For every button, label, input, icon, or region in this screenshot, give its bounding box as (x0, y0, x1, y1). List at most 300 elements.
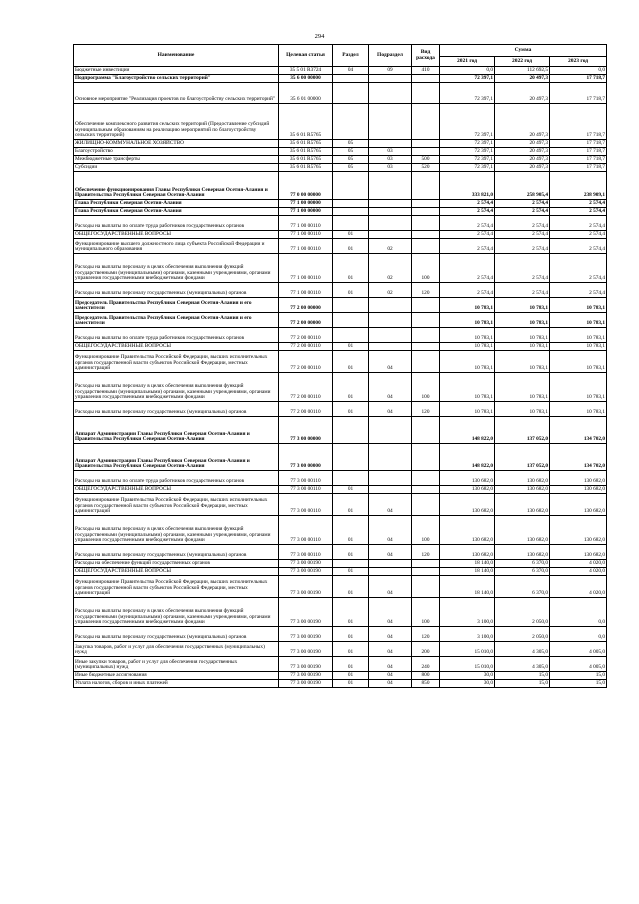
cell-2022: 2 574,4 (495, 208, 550, 216)
cell-name: Расходы на выплаты по оплате труда работников государственных органов (74, 471, 279, 486)
table-row (74, 208, 607, 216)
cell-2022: 10 783,1 (495, 373, 550, 402)
cell-code: 77 2 00 00110 (279, 373, 333, 402)
cell-section: 01 (333, 351, 369, 373)
cell-2021: 130 682,0 (440, 494, 495, 516)
cell-code: 77 3 00 00110 (279, 494, 333, 516)
cell-code: 77 3 00 00190 (279, 642, 333, 657)
cell-section (333, 104, 369, 140)
cell-code: 77 2 00 00110 (279, 328, 333, 343)
cell-2022: 2 574,4 (495, 283, 550, 298)
cell-2022: 2 574,4 (495, 200, 550, 208)
cell-kind: 120 (412, 545, 440, 560)
cell-2023: 2 574,4 (550, 200, 607, 208)
cell-subsection: 04 (369, 373, 412, 402)
cell-2021: 130 682,0 (440, 486, 495, 494)
table-row (74, 657, 607, 672)
cell-name: ОБЩЕГОСУДАРСТВЕННЫЕ ВОПРОСЫ (74, 343, 279, 351)
cell-2022: 130 682,0 (495, 494, 550, 516)
table-row (74, 642, 607, 657)
cell-kind (412, 328, 440, 343)
cell-subsection: 02 (369, 283, 412, 298)
cell-section (333, 313, 369, 328)
cell-kind (412, 200, 440, 208)
cell-name: Расходы на выплаты персоналу государственных (муниципальных) органов (74, 627, 279, 642)
cell-subsection: 03 (369, 148, 412, 156)
cell-subsection (369, 417, 412, 444)
cell-code: 77 1 00 00110 (279, 239, 333, 254)
cell-code: 77 2 00 00000 (279, 313, 333, 328)
cell-2023: 2 574,4 (550, 216, 607, 231)
cell-subsection: 09 (369, 67, 412, 75)
cell-name: ОБЩЕГОСУДАРСТВЕННЫЕ ВОПРОСЫ (74, 486, 279, 494)
cell-2022: 130 682,0 (495, 486, 550, 494)
cell-subsection (369, 298, 412, 313)
cell-code: 77 3 00 00110 (279, 471, 333, 486)
cell-subsection (369, 75, 412, 83)
cell-2023: 4 020,0 (550, 560, 607, 568)
cell-2023: 134 702,0 (550, 417, 607, 444)
cell-code: 77 1 00 00000 (279, 200, 333, 208)
cell-name: Основное мероприятие "Реализация проектов по благоустройству сельских территорий" (74, 83, 279, 104)
cell-2023: 0,0 (550, 598, 607, 627)
cell-2021: 2 574,4 (440, 200, 495, 208)
cell-name: Закупка товаров, работ и услуг для обеспечения государственных (муниципальных) нужд (74, 642, 279, 657)
cell-2021: 18 140,0 (440, 576, 495, 598)
cell-section (333, 560, 369, 568)
cell-2023: 15,0 (550, 672, 607, 680)
cell-2023: 130 682,0 (550, 486, 607, 494)
header-section: Раздел (333, 45, 369, 67)
table-row (74, 148, 607, 156)
cell-kind: 100 (412, 516, 440, 545)
cell-kind: 120 (412, 402, 440, 417)
cell-2022: 6 370,0 (495, 576, 550, 598)
cell-code: 35 6 01 00000 (279, 83, 333, 104)
cell-kind (412, 568, 440, 576)
cell-2021: 2 574,4 (440, 208, 495, 216)
cell-name: Межбюджетные трансферты (74, 156, 279, 164)
cell-2022: 2 574,4 (495, 231, 550, 239)
cell-2023: 10 783,1 (550, 373, 607, 402)
cell-subsection: 04 (369, 494, 412, 516)
table-row (74, 417, 607, 444)
cell-2023: 17 718,7 (550, 140, 607, 148)
table-row (74, 104, 607, 140)
cell-2021: 15 010,0 (440, 642, 495, 657)
cell-kind (412, 231, 440, 239)
cell-subsection (369, 568, 412, 576)
cell-name: Председатель Правительства Республики Северная Осетия-Алания и его заместители (74, 313, 279, 328)
header-subsection: Подраздел (369, 45, 412, 67)
cell-section: 01 (333, 642, 369, 657)
cell-name: Расходы на выплаты персоналу в целях обеспечения выполнения функций государственными (муниципальными) органами, казенными учреждениями, органами управления государственными внебюджетными фондами (74, 598, 279, 627)
cell-name: Расходы на выплаты персоналу государственных (муниципальных) органов (74, 283, 279, 298)
cell-2023: 238 909,1 (550, 172, 607, 200)
cell-2021: 72 397,1 (440, 104, 495, 140)
cell-kind: 520 (412, 164, 440, 172)
cell-subsection: 04 (369, 680, 412, 688)
cell-section: 01 (333, 239, 369, 254)
cell-name: Аппарат Администрации Главы Республики Северная Осетия-Алания и Правительства Республики Северная Осетия-Алания (74, 417, 279, 444)
cell-2021: 3 100,0 (440, 627, 495, 642)
cell-code: 77 1 00 00110 (279, 216, 333, 231)
cell-2021: 18 140,0 (440, 568, 495, 576)
cell-2021: 3 100,0 (440, 598, 495, 627)
cell-2023: 15,0 (550, 680, 607, 688)
cell-2023: 4 005,0 (550, 642, 607, 657)
table-row (74, 560, 607, 568)
cell-section (333, 83, 369, 104)
cell-2023: 4 005,0 (550, 657, 607, 672)
cell-code: 77 1 00 00110 (279, 231, 333, 239)
cell-subsection (369, 328, 412, 343)
cell-2023: 17 718,7 (550, 156, 607, 164)
cell-code: 35 5 01 R3724 (279, 67, 333, 75)
cell-subsection (369, 200, 412, 208)
cell-subsection: 04 (369, 516, 412, 545)
cell-2022: 2 050,0 (495, 598, 550, 627)
cell-kind (412, 313, 440, 328)
cell-2022: 2 574,4 (495, 254, 550, 283)
cell-2023: 0,0 (550, 67, 607, 75)
cell-2022: 137 052,0 (495, 444, 550, 471)
budget-table (73, 44, 607, 688)
cell-name: Иные закупки товаров, работ и услуг для обеспечения государственных (муниципальных) нужд (74, 657, 279, 672)
cell-kind (412, 298, 440, 313)
cell-2023: 0,0 (550, 627, 607, 642)
cell-section: 01 (333, 402, 369, 417)
cell-2021: 2 574,4 (440, 239, 495, 254)
cell-subsection (369, 313, 412, 328)
cell-subsection: 03 (369, 156, 412, 164)
cell-2021: 130 682,0 (440, 471, 495, 486)
cell-code: 77 1 00 00110 (279, 254, 333, 283)
cell-kind (412, 148, 440, 156)
cell-name: Бюджетные инвестиции (74, 67, 279, 75)
cell-2021: 10 783,1 (440, 328, 495, 343)
cell-2022: 10 783,1 (495, 328, 550, 343)
cell-2023: 17 718,7 (550, 104, 607, 140)
cell-section: 05 (333, 156, 369, 164)
cell-2022: 15,0 (495, 680, 550, 688)
table-row (74, 298, 607, 313)
table-row (74, 140, 607, 148)
cell-kind (412, 560, 440, 568)
cell-code: 35 6 01 R5765 (279, 164, 333, 172)
cell-section (333, 208, 369, 216)
cell-section: 01 (333, 680, 369, 688)
cell-2023: 134 702,0 (550, 444, 607, 471)
cell-subsection: 04 (369, 642, 412, 657)
cell-subsection: 04 (369, 627, 412, 642)
table-row (74, 231, 607, 239)
cell-2021: 18 140,0 (440, 560, 495, 568)
cell-kind (412, 172, 440, 200)
table-row (74, 216, 607, 231)
cell-code: 77 3 00 00190 (279, 568, 333, 576)
table-row (74, 172, 607, 200)
cell-section: 05 (333, 148, 369, 156)
table-row (74, 568, 607, 576)
cell-2022: 130 682,0 (495, 516, 550, 545)
cell-2021: 2 574,4 (440, 231, 495, 239)
cell-2022: 20 497,3 (495, 140, 550, 148)
cell-code: 77 2 00 00110 (279, 351, 333, 373)
cell-section: 01 (333, 657, 369, 672)
cell-kind: 800 (412, 672, 440, 680)
cell-2021: 10 783,1 (440, 298, 495, 313)
cell-section: 04 (333, 67, 369, 75)
cell-code: 77 1 00 00000 (279, 208, 333, 216)
table-row (74, 402, 607, 417)
cell-section: 01 (333, 373, 369, 402)
table-row (74, 471, 607, 486)
table-row (74, 200, 607, 208)
cell-code: 77 1 00 00110 (279, 283, 333, 298)
cell-2021: 2 574,4 (440, 254, 495, 283)
cell-2021: 2 574,4 (440, 216, 495, 231)
cell-name: Функционирование Правительства Российской Федерации, высших исполнительных органов государственной власти субъектов Российской Федерации, местных администраций (74, 576, 279, 598)
cell-2021: 72 397,1 (440, 83, 495, 104)
cell-2023: 10 783,1 (550, 351, 607, 373)
cell-subsection (369, 560, 412, 568)
cell-name: Субсидии (74, 164, 279, 172)
cell-code: 35 6 01 R5765 (279, 140, 333, 148)
cell-2023: 2 574,4 (550, 231, 607, 239)
cell-subsection: 04 (369, 657, 412, 672)
table-row (74, 672, 607, 680)
table-row (74, 494, 607, 516)
cell-kind (412, 104, 440, 140)
cell-2023: 10 783,1 (550, 298, 607, 313)
cell-2021: 72 397,1 (440, 156, 495, 164)
cell-2021: 130 682,0 (440, 516, 495, 545)
cell-name: ОБЩЕГОСУДАРСТВЕННЫЕ ВОПРОСЫ (74, 231, 279, 239)
table-row (74, 343, 607, 351)
table-row (74, 254, 607, 283)
cell-name: Расходы на выплаты по оплате труда работников государственных органов (74, 216, 279, 231)
table-row (74, 680, 607, 688)
table-row (74, 444, 607, 471)
cell-name: Глава Республики Северная Осетия-Алания (74, 200, 279, 208)
cell-2021: 30,0 (440, 680, 495, 688)
cell-section: 05 (333, 164, 369, 172)
cell-section: 01 (333, 494, 369, 516)
cell-2022: 6 370,0 (495, 560, 550, 568)
cell-2022: 20 497,3 (495, 104, 550, 140)
header-name: Наименование (74, 45, 279, 67)
cell-kind (412, 351, 440, 373)
cell-subsection (369, 444, 412, 471)
cell-code: 77 2 00 00110 (279, 402, 333, 417)
table-row (74, 576, 607, 598)
table-row (74, 83, 607, 104)
cell-2022: 10 783,1 (495, 402, 550, 417)
cell-subsection: 04 (369, 545, 412, 560)
cell-2023: 17 718,7 (550, 148, 607, 156)
cell-subsection: 04 (369, 598, 412, 627)
cell-section: 01 (333, 598, 369, 627)
cell-code: 77 2 00 00000 (279, 298, 333, 313)
table-row (74, 373, 607, 402)
cell-kind (412, 216, 440, 231)
cell-section: 01 (333, 627, 369, 642)
cell-2022: 112 692,5 (495, 67, 550, 75)
cell-code: 77 0 00 00000 (279, 172, 333, 200)
cell-kind: 120 (412, 283, 440, 298)
cell-2022: 4 305,0 (495, 642, 550, 657)
cell-name: ОБЩЕГОСУДАРСТВЕННЫЕ ВОПРОСЫ (74, 568, 279, 576)
cell-2021: 0,0 (440, 67, 495, 75)
cell-section: 01 (333, 672, 369, 680)
cell-name: Обеспечение функционирования Главы Республики Северная Осетия-Алания и Правительства Республики Северная Осетия-Алания (74, 172, 279, 200)
cell-2021: 130 682,0 (440, 545, 495, 560)
cell-2023: 17 718,7 (550, 164, 607, 172)
table-row (74, 67, 607, 75)
table-row (74, 598, 607, 627)
cell-kind (412, 239, 440, 254)
cell-2022: 20 497,3 (495, 83, 550, 104)
cell-kind (412, 140, 440, 148)
table-row (74, 516, 607, 545)
cell-section: 05 (333, 140, 369, 148)
cell-2022: 20 497,3 (495, 164, 550, 172)
cell-name: Уплата налогов, сборов и иных платежей (74, 680, 279, 688)
cell-2022: 20 497,3 (495, 75, 550, 83)
cell-section: 01 (333, 231, 369, 239)
cell-name: Расходы на выплаты персоналу в целях обеспечения выполнения функций государственными (муниципальными) органами, казенными учреждениями, органами управления государственными внебюджетными фондами (74, 254, 279, 283)
table-row (74, 75, 607, 83)
cell-name: Глава Республики Северная Осетия-Алания (74, 208, 279, 216)
cell-2021: 10 783,1 (440, 313, 495, 328)
cell-section: 01 (333, 283, 369, 298)
cell-2023: 17 718,7 (550, 75, 607, 83)
table-body (74, 67, 607, 688)
cell-2022: 15,0 (495, 672, 550, 680)
header-sum: Сумма (440, 45, 607, 57)
cell-kind (412, 444, 440, 471)
cell-section: 01 (333, 545, 369, 560)
cell-code: 35 6 01 R5765 (279, 104, 333, 140)
cell-name: Расходы на выплаты персоналу государственных (муниципальных) органов (74, 545, 279, 560)
cell-name: Расходы на выплаты персоналу в целях обеспечения выполнения функций государственными (муниципальными) органами, казенными учреждениями, органами управления государственными внебюджетными фондами (74, 373, 279, 402)
cell-subsection (369, 208, 412, 216)
cell-section (333, 444, 369, 471)
cell-2021: 10 783,1 (440, 351, 495, 373)
cell-2023: 17 718,7 (550, 83, 607, 104)
cell-2022: 10 783,1 (495, 343, 550, 351)
cell-section: 01 (333, 516, 369, 545)
cell-subsection: 02 (369, 239, 412, 254)
cell-2021: 148 822,0 (440, 417, 495, 444)
cell-name: Расходы на выплаты персоналу государственных (муниципальных) органов (74, 402, 279, 417)
cell-code: 77 3 00 00190 (279, 680, 333, 688)
cell-kind (412, 208, 440, 216)
cell-kind (412, 494, 440, 516)
cell-code: 77 3 00 00110 (279, 486, 333, 494)
cell-subsection: 04 (369, 351, 412, 373)
cell-code: 77 3 00 00190 (279, 576, 333, 598)
table-row (74, 313, 607, 328)
cell-2021: 30,0 (440, 672, 495, 680)
cell-kind (412, 486, 440, 494)
cell-kind: 850 (412, 680, 440, 688)
cell-subsection (369, 486, 412, 494)
cell-2022: 2 050,0 (495, 627, 550, 642)
cell-name: Функционирование Правительства Российской Федерации, высших исполнительных органов государственной власти субъектов Российской Федерации, местных администраций (74, 351, 279, 373)
cell-2022: 10 783,1 (495, 351, 550, 373)
cell-name: ЖИЛИЩНО-КОММУНАЛЬНОЕ ХОЗЯЙСТВО (74, 140, 279, 148)
cell-code: 35 6 00 00000 (279, 75, 333, 83)
cell-code: 77 3 00 00190 (279, 598, 333, 627)
cell-section (333, 200, 369, 208)
cell-name: Председатель Правительства Республики Северная Осетия-Алания и его заместители (74, 298, 279, 313)
cell-name: Расходы на обеспечение функций государственных органов (74, 560, 279, 568)
cell-2023: 10 783,1 (550, 343, 607, 351)
cell-2023: 2 574,4 (550, 208, 607, 216)
cell-2022: 10 783,1 (495, 298, 550, 313)
cell-2022: 20 497,3 (495, 156, 550, 164)
cell-kind: 100 (412, 254, 440, 283)
cell-2021: 10 783,1 (440, 402, 495, 417)
cell-subsection: 03 (369, 164, 412, 172)
cell-code: 77 3 00 00190 (279, 560, 333, 568)
cell-subsection: 04 (369, 576, 412, 598)
cell-section (333, 172, 369, 200)
table-row (74, 239, 607, 254)
cell-section (333, 417, 369, 444)
cell-2023: 10 783,1 (550, 402, 607, 417)
cell-subsection (369, 140, 412, 148)
cell-2021: 72 397,1 (440, 148, 495, 156)
cell-2023: 130 682,0 (550, 494, 607, 516)
cell-code: 77 3 00 00190 (279, 627, 333, 642)
table-row (74, 156, 607, 164)
cell-kind: 100 (412, 598, 440, 627)
cell-subsection (369, 104, 412, 140)
header-code: Целевая статья (279, 45, 333, 67)
header-kind: Вид расхода (412, 45, 440, 67)
cell-kind (412, 471, 440, 486)
cell-name: Функционирование высшего должностного лица субъекта Российской Федерации и муниципального образования (74, 239, 279, 254)
cell-section (333, 328, 369, 343)
cell-2022: 10 783,1 (495, 313, 550, 328)
cell-2022: 4 305,0 (495, 657, 550, 672)
cell-kind (412, 576, 440, 598)
cell-name: Расходы на выплаты по оплате труда работников государственных органов (74, 328, 279, 343)
cell-2022: 6 370,0 (495, 568, 550, 576)
cell-subsection: 04 (369, 672, 412, 680)
table-row (74, 164, 607, 172)
cell-subsection (369, 471, 412, 486)
cell-code: 35 6 01 R5765 (279, 148, 333, 156)
cell-section (333, 298, 369, 313)
cell-2021: 10 783,1 (440, 373, 495, 402)
cell-subsection (369, 83, 412, 104)
cell-kind: 410 (412, 67, 440, 75)
header-2022: 2022 год (495, 57, 550, 67)
cell-name: Благоустройство (74, 148, 279, 156)
cell-kind (412, 417, 440, 444)
table-row (74, 328, 607, 343)
cell-code: 77 3 00 00190 (279, 657, 333, 672)
header-2023: 2023 год (550, 57, 607, 67)
cell-2023: 2 574,4 (550, 254, 607, 283)
table-row (74, 545, 607, 560)
cell-kind: 100 (412, 373, 440, 402)
cell-section: 01 (333, 568, 369, 576)
